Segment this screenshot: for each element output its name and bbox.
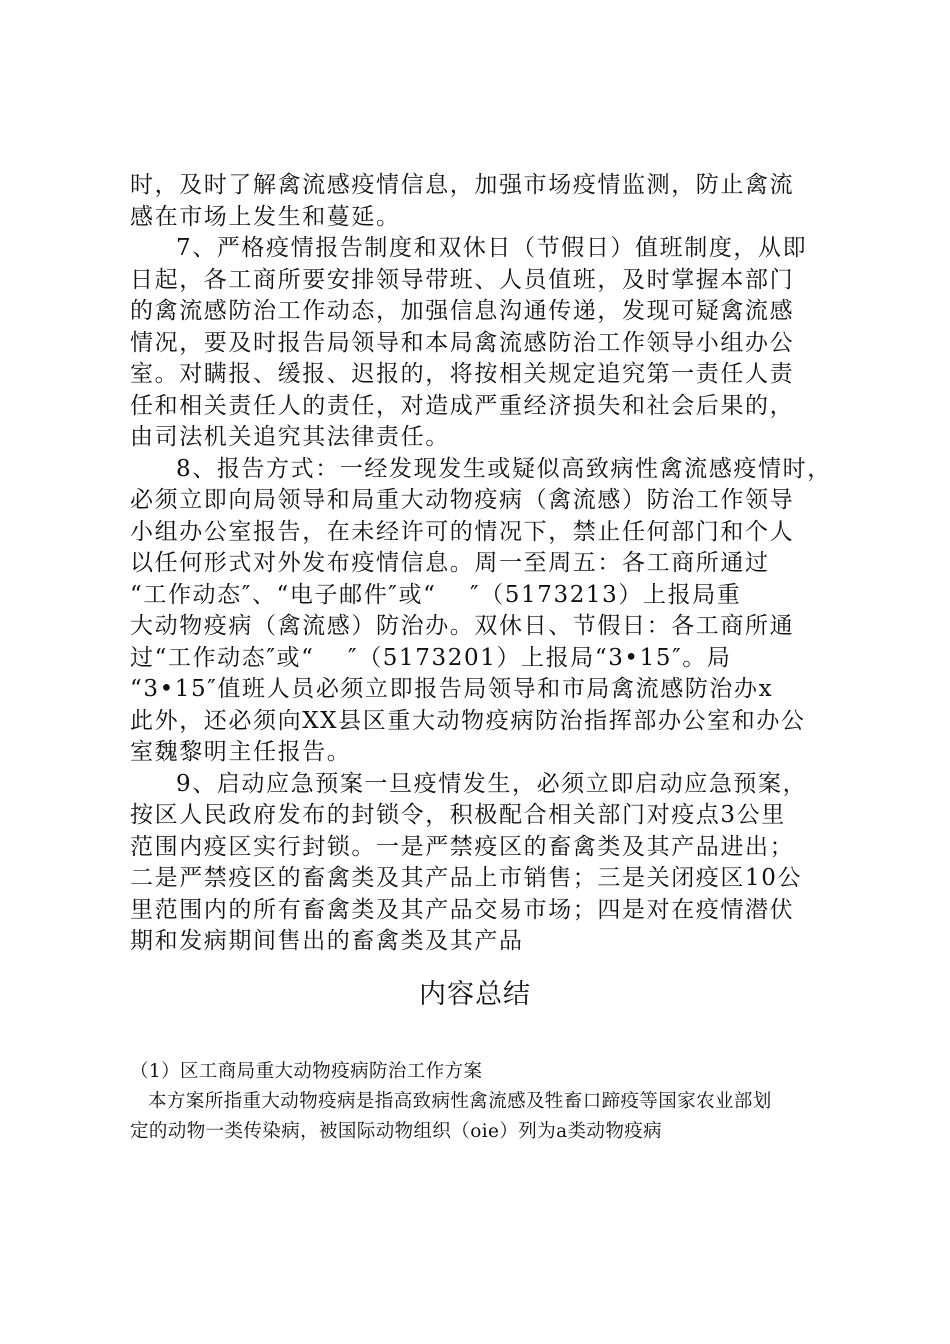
- text-line: 二是严禁疫区的畜禽类及其产品上市销售；三是关闭疫区10公: [130, 865, 803, 891]
- summary-section: [130, 1057, 850, 1147]
- text-line: 由司法机关追究其法律责任。: [130, 424, 450, 450]
- paragraph-8-start: 8、报告方式：一经发现发生或疑似高致病性禽流感疫情时，: [176, 455, 832, 482]
- text-line: 里范围内的所有畜禽类及其产品交易市场；四是对在疫情潜伏: [130, 896, 795, 923]
- text-line: 此外，还必须向XX县区重大动物疫病防治指挥部办公室和办公: [130, 707, 806, 734]
- text-line: 小组办公室报告，在未经许可的情况下，禁止任何部门和个人: [130, 518, 795, 545]
- text-line: “3•15″值班人员必须立即报告局领导和市局禽流感防治办x: [130, 676, 774, 702]
- summary-text-line: 定的动物一类传染病，被国际动物组织（oie）列为a类动物疫病: [130, 1121, 663, 1142]
- text-line: 日起，各工商所要安排领导带班、人员值班，及时掌握本部门: [130, 266, 795, 293]
- text-line: 时，及时了解禽流感疫情信息，加强市场疫情监测，防止禽流: [130, 172, 795, 198]
- text-line: 以任何形式对外发布疫情信息。周一至周五：各工商所通过: [130, 550, 770, 576]
- text-line: 按区人民政府发布的封锁令，积极配合相关部门对疫点3公里: [130, 802, 786, 828]
- body-text: [130, 170, 842, 958]
- summary-text-line: 本方案所指重大动物疫病是指高致病性禽流感及牲畜口蹄疫等国家农业部划: [148, 1091, 772, 1112]
- text-line: 范围内疫区实行封锁。一是严禁疫区的畜禽类及其产品进出；: [130, 833, 795, 860]
- text-line: 大动物疫病（禽流感）防治办。双休日、节假日：各工商所通: [130, 613, 795, 639]
- text-line: 室。对瞒报、缓报、迟报的，将按相关规定追究第一责任人责: [130, 361, 795, 387]
- text-line: 任和相关责任人的责任，对造成严重经济损失和社会后果的，: [130, 392, 795, 419]
- paragraph-9-start: 9、启动应急预案一旦疫情发生，必须立即启动应急预案，: [176, 770, 808, 797]
- text-line: 室魏黎明主任报告。: [130, 739, 352, 765]
- paragraph-7-start: 7、严格疫情报告制度和双休日（节假日）值班制度，从即: [176, 235, 808, 261]
- text-line: 的禽流感防治工作动态，加强信息沟通传递，发现可疑禽流感: [130, 298, 795, 324]
- summary-heading: （1）区工商局重大动物疫病防治工作方案: [130, 1061, 483, 1082]
- text-line: “工作动态″、“电子邮件″或“ ″（5173213）上报局重: [130, 581, 742, 608]
- summary-title: 内容总结: [419, 979, 531, 1010]
- text-line: 期和发病期间售出的畜禽类及其产品: [130, 928, 524, 954]
- text-line: 情况，要及时报告局领导和本局禽流感防治工作领导小组办公: [130, 329, 795, 356]
- text-line: 必须立即向局领导和局重大动物疫病（禽流感）防治工作领导: [130, 487, 795, 513]
- text-line: 过“工作动态″或“ ″（5173201）上报局“3•15″。局: [130, 644, 732, 671]
- text-line: 感在市场上发生和蔓延。: [130, 203, 401, 230]
